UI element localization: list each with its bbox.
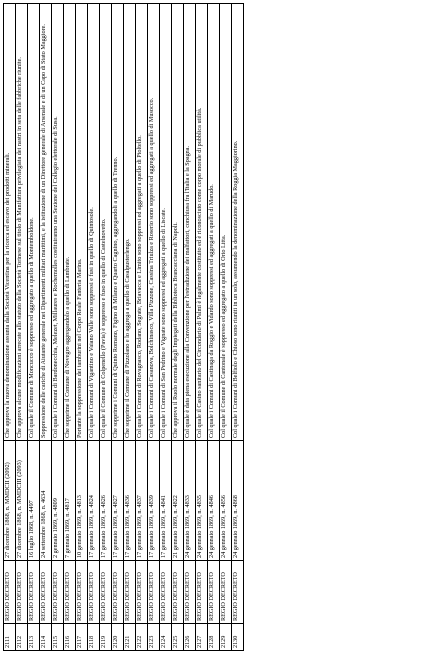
decree-type: REGIO DECRETO	[148, 561, 160, 624]
table-row	[76, 4, 88, 651]
decree-date: 17 gennaio 1869, n. 4841	[160, 441, 172, 561]
decree-date: 17 gennaio 1869, n. 4827	[112, 441, 124, 561]
decree-description: Col quale il Comune di Colpenello (Pavia) è soppresso e fuso in quello di Castelnovetto.	[100, 4, 112, 441]
decree-date: 7 gennaio 1869, n. 4817	[64, 441, 76, 561]
decree-date: 17 gennaio 1869, n. 4824	[88, 441, 100, 561]
decree-date: 24 gennaio 1869, n. 4856	[220, 441, 232, 561]
decree-type: REGIO DECRETO	[196, 561, 208, 624]
table-row	[4, 4, 16, 651]
table-row	[208, 4, 220, 651]
row-number: 2126	[184, 624, 196, 651]
row-number: 2122	[136, 624, 148, 651]
row-number: 2123	[148, 624, 160, 651]
decree-type: REGIO DECRETO	[208, 561, 220, 624]
decree-date: 17 gennaio 1869, n. 4826	[100, 441, 112, 561]
decree-description: Col quale i Comuni di Castinaga da Roggio e Vidardo sono soppressi ed aggregati a quello di Marudo.	[208, 4, 220, 441]
decree-description: Col quale i Comuni di Bardonecchia, Melezet, Millaures e Rochemolles costituiranno una Sezione del Collegio elettorale di Susa.	[52, 4, 64, 441]
decree-date: 17 gennaio 1869, n. 4839	[148, 441, 160, 561]
row-number: 2128	[208, 624, 220, 651]
row-number: 2116	[64, 624, 76, 651]
decree-type: REGIO DECRETO	[52, 561, 64, 624]
row-number: 2112	[16, 624, 28, 651]
table-row	[160, 4, 172, 651]
decree-description: Col quale i Comuni di Vigantino e Vaiano Valle sono soppressi e fusi in quello di Quintosole.	[88, 4, 100, 441]
decree-date: 24 gennaio 1869, n. 4835	[196, 441, 208, 561]
decree-description: Col quale il Casino sanitario del Circondario di Palmi è legalmente costituito ed è riconosciuto come corpo morale di pubblica utilità.	[196, 4, 208, 441]
decree-type: REGIO DECRETO	[76, 561, 88, 624]
table-row	[232, 4, 244, 651]
decree-description: Che approva il Ruolo normale degli Impiegati della Biblioteca Brancacciana di Napoli.	[172, 4, 184, 441]
decree-type: REGIO DECRETO	[4, 561, 16, 624]
decree-date: 24 gennaio 1869, n. 4833	[184, 441, 196, 561]
table-row	[220, 4, 232, 651]
decree-description: Col quale il Comune di Moncucco è soppresso ed aggregato a quello di Montemboldone.	[28, 4, 40, 441]
decree-description: Col quale i Comuni di Casanova, Bolchinasco, Villa Pizzone, Cassina Triulza e Roserio sono soppressi ed aggregati a quello di Musocco.	[148, 4, 160, 441]
decree-date: 24 settembre 1868, n. 4634	[40, 441, 52, 561]
row-number: 2118	[88, 624, 100, 651]
table-row	[196, 4, 208, 651]
decree-type: REGIO DECRETO	[40, 561, 52, 624]
table-row	[184, 4, 196, 651]
decree-type: REGIO DECRETO	[112, 561, 124, 624]
table-row	[16, 4, 28, 651]
row-number: 2125	[172, 624, 184, 651]
row-number: 2130	[232, 624, 244, 651]
decree-date: 27 dicembre 1868, n. MMDCIII (2093)	[16, 441, 28, 561]
decree-type: REGIO DECRETO	[100, 561, 112, 624]
table-row	[136, 4, 148, 651]
table-row	[28, 4, 40, 651]
decree-description: Col quale i Comuni di Belfiolo e Chioso sono riuniti in un solo, assumendo la denominazione della Roggia Maggiorino.	[232, 4, 244, 441]
row-number: 2121	[124, 624, 136, 651]
decree-date: 24 gennaio 1869, n. 4868	[232, 441, 244, 561]
decree-description: Col quale i Comuni di San Pedrino e Vignate sono soppressi ed aggregati a quello di Liscate.	[160, 4, 172, 441]
decree-description: Che sopprime il Comune di Pizzolano e lo aggrega a quello di Casalpusterlengo.	[124, 4, 136, 441]
row-number: 2120	[112, 624, 124, 651]
decree-type: REGIO DECRETO	[64, 561, 76, 624]
table-row	[172, 4, 184, 651]
decree-description: Che approva la nuova denominazione assunta dalla Società Vicentina per la ricerca ed escavo dei prodotti minerali.	[4, 4, 16, 441]
decree-type: REGIO DECRETO	[220, 561, 232, 624]
decree-description: Soppressione delle cariche di Aiutante generale nei Dipartimenti militari marittimi, e la istituzione di un Direttore generale di Arsenale e di un Capo di Stato Maggiore.	[40, 4, 52, 441]
decree-type: REGIO DECRETO	[184, 561, 196, 624]
decree-date: 27 dicembre 1868, n. MMDCII (2092)	[4, 441, 16, 561]
decree-description: Che sopprime il Comune di Novegro aggregandolo a quello di Lambrate.	[64, 4, 76, 441]
row-number: 2129	[220, 624, 232, 651]
decree-description: Col quale i Comuni di Rovagnasco, Rodano, Segrate, Briavacca e Limito sono soppressi ed aggregati a quello di Pioltello.	[136, 4, 148, 441]
decree-description: Che sopprime i Comuni di Quinto Romano, Figino di Milano e Quarto Cagnino, aggregandoli a quello di Trenno.	[112, 4, 124, 441]
decree-type: REGIO DECRETO	[16, 561, 28, 624]
decree-type: REGIO DECRETO	[124, 561, 136, 624]
decree-date: 17 gennaio 1869, n. 4836	[124, 441, 136, 561]
decree-type: REGIO DECRETO	[88, 561, 100, 624]
decree-description: Col quale il Comune di Cantonale è soppresso ed aggregato a quello di Orio Litta.	[220, 4, 232, 441]
decree-table-body	[4, 4, 244, 651]
table-row	[40, 4, 52, 651]
table-row	[124, 4, 136, 651]
decree-description: Che approva alcune modificazioni arrecate allo statuto della Società Torinese sul titolo di Manifattura privilegiata dei nastri in seta delle fabbriche riunite.	[16, 4, 28, 441]
table-row	[148, 4, 160, 651]
table-row	[100, 4, 112, 651]
decree-date: 10 gennaio 1869, n. 4813	[76, 441, 88, 561]
decree-date: 17 gennaio 1869, n. 4837	[136, 441, 148, 561]
table-row	[112, 4, 124, 651]
row-number: 2113	[28, 624, 40, 651]
row-number: 2111	[4, 624, 16, 651]
row-number: 2117	[76, 624, 88, 651]
decree-date: 24 gennaio 1869, n. 4846	[208, 441, 220, 561]
decree-type: REGIO DECRETO	[160, 561, 172, 624]
table-row	[52, 4, 64, 651]
decree-table	[3, 3, 244, 651]
row-number: 2114	[40, 624, 52, 651]
decree-type: REGIO DECRETO	[28, 561, 40, 624]
decree-type: REGIO DECRETO	[136, 561, 148, 624]
decree-date: 21 gennaio 1869, n. 4822	[172, 441, 184, 561]
row-number: 2115	[52, 624, 64, 651]
row-number: 2127	[196, 624, 208, 651]
row-number: 2119	[100, 624, 112, 651]
decree-description: Portante la soppressione dei tamburini nel Corpo Reale Fanteria Marina.	[76, 4, 88, 441]
row-number: 2124	[160, 624, 172, 651]
decree-type: REGIO DECRETO	[172, 561, 184, 624]
decree-date: 2 gennaio 1869, n. 4809	[52, 441, 64, 561]
decree-type: REGIO DECRETO	[232, 561, 244, 624]
decree-description: Col quale è data piena esecuzione alla Convenzione per l'estradizione dei malfattori, conchiusa fra l'Italia e la Spagna.	[184, 4, 196, 441]
table-row	[64, 4, 76, 651]
decree-date: 16 luglio 1868, n. 4497	[28, 441, 40, 561]
table-row	[88, 4, 100, 651]
